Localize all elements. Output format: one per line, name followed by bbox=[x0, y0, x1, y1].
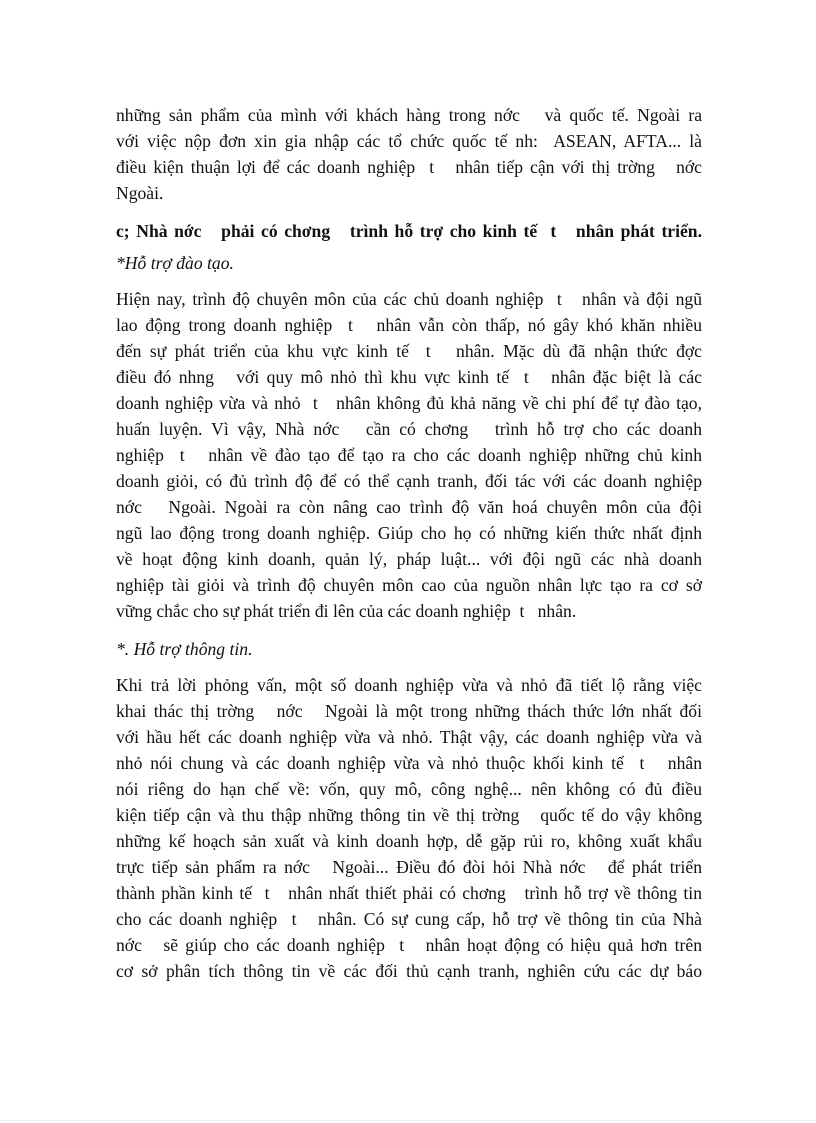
text-line: nghiệp t nhân về đào tạo để tạo ra cho các doanh nghiệp những chủ kinh bbox=[116, 445, 702, 465]
subheading-information: *. Hỗ trợ thông tin. bbox=[116, 639, 253, 659]
text-line: doanh nghiệp vừa và nhỏ t nhân không đủ khả năng về chi phí để tự đào tạo, bbox=[116, 393, 702, 413]
text-line: cho các doanh nghiệp t nhân. Có sự cung cấp, hỗ trợ về thông tin của Nhà bbox=[116, 909, 702, 929]
text-line: vững chắc cho sự phát triển đi lên của các doanh nghiệp t nhân. bbox=[116, 601, 577, 621]
text-line: nớc sẽ giúp cho các doanh nghiệp t nhân hoạt động có hiệu quả hơn trên bbox=[116, 935, 702, 955]
text-line: lao động trong doanh nghiệp t nhân vẫn còn thấp, nó gây khó khăn nhiều bbox=[116, 315, 702, 335]
text-line: những kế hoạch sản xuất và kinh doanh hợp, dễ gặp rủi ro, không xuất khẩu bbox=[116, 831, 702, 851]
text-line: với việc nộp đơn xin gia nhập các tổ chức quốc tế nh: ASEAN, AFTA... là bbox=[116, 131, 702, 151]
text-line: thành phần kinh tế t nhân nhất thiết phải có chơng trình hỗ trợ về thông tin bbox=[116, 883, 702, 903]
text-line: doanh giỏi, có đủ trình độ để có thể cạnh tranh, đối tác với các doanh nghiệp bbox=[116, 471, 702, 491]
paragraph-market-intro bbox=[116, 102, 702, 206]
text-line: đến sự phát triển của khu vực kinh tế t nhân. Mặc dù đã nhận thức đợc bbox=[116, 341, 702, 361]
text-line: Khi trả lời phỏng vấn, một số doanh nghiệp vừa và nhỏ đã tiết lộ rằng việc bbox=[116, 675, 702, 695]
subheading-training: *Hỗ trợ đào tạo. bbox=[116, 253, 234, 273]
text-line: Ngoài. bbox=[116, 183, 164, 203]
page-content bbox=[116, 102, 702, 996]
paragraph-training bbox=[116, 286, 702, 624]
text-line: nói riêng do hạn chế về: vốn, quy mô, công nghệ... nên không có đủ điều bbox=[116, 779, 702, 799]
page-bottom-edge bbox=[0, 1120, 816, 1121]
text-line: nhỏ nói chung và các doanh nghiệp vừa và nhỏ thuộc khối kinh tế t nhân bbox=[116, 753, 702, 773]
text-line: những sản phẩm của mình với khách hàng trong nớc và quốc tế. Ngoài ra bbox=[116, 105, 702, 125]
text-line: khai thác thị trờng nớc Ngoài là một trong những thách thức lớn nhất đối bbox=[116, 701, 702, 721]
text-line: trực tiếp sản phẩm ra nớc Ngoài... Điều đó đòi hỏi Nhà nớc để phát triển bbox=[116, 857, 702, 877]
text-line: nớc Ngoài. Ngoài ra còn nâng cao trình độ văn hoá chuyên môn của đội bbox=[116, 497, 702, 517]
text-line: cơ sở phân tích thông tin về các đối thủ cạnh tranh, nghiên cứu các dự báo bbox=[116, 961, 702, 981]
text-line: với hầu hết các doanh nghiệp vừa và nhỏ. Thật vậy, các doanh nghiệp vừa và bbox=[116, 727, 702, 747]
text-line: kiện tiếp cận và thu thập những thông tin về thị trờng quốc tế do vậy không bbox=[116, 805, 702, 825]
text-line: về hoạt động kinh doanh, quản lý, pháp luật... với đội ngũ các nhà doanh bbox=[116, 549, 702, 569]
text-line: điều đó nhng với quy mô nhỏ thì khu vực kinh tế t nhân đặc biệt là các bbox=[116, 367, 702, 387]
text-line: nghiệp tài giỏi và trình độ chuyên môn cao của nguồn nhân lực tạo ra cơ sở bbox=[116, 575, 702, 595]
text-line: huấn luyện. Vì vậy, Nhà nớc cần có chơng trình hỗ trợ cho các doanh bbox=[116, 419, 702, 439]
section-heading: c; Nhà nớc phải có chơng trình hỗ trợ cho kinh tế t nhân phát triển. bbox=[116, 221, 702, 241]
paragraph-information bbox=[116, 672, 702, 984]
text-line: Hiện nay, trình độ chuyên môn của các chủ doanh nghiệp t nhân và đội ngũ bbox=[116, 289, 702, 309]
text-line: điều kiện thuận lợi để các doanh nghiệp t nhân tiếp cận với thị trờng nớc bbox=[116, 157, 702, 177]
text-line: ngũ lao động trong doanh nghiệp. Giúp cho họ có những kiến thức nhất định bbox=[116, 523, 702, 543]
